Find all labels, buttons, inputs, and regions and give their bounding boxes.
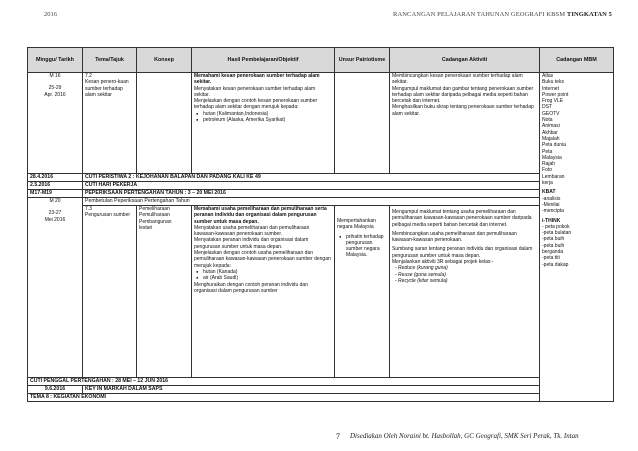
patriotism-cell [335,206,390,378]
topic-number: 7.2 [85,73,92,79]
patriotism-intro: Mempertahankan negara Malaysia [337,218,376,231]
mbm-item: Peta [542,148,553,155]
tema-text: TEMA 8 : KEGIATAN EKONOMI [28,394,540,402]
mbm-ithink-title: i-THINK [542,217,561,224]
header-title-text: RANCANGAN PELAJARAN TAHUNAN GEOGRAFI KBSM [393,11,566,18]
lesson-plan-table [27,47,614,402]
objective-title: Memahami kesan penerokaan sumber terhadap alam sekitar. [194,73,320,86]
week-number: M 16 [49,73,61,79]
col-activities: Cadangan Aktiviti [390,48,540,73]
table-row-cuti-penggal [28,378,614,386]
saps-date: 9.6.2016 [28,386,83,394]
mbm-item: kerja [542,180,553,187]
week-cell [28,73,83,174]
topic-text: Pengurusan sumber [85,212,131,219]
mbm-item: Animasi [542,123,560,130]
table-row-week16 [28,73,614,174]
activity-item: Sumbang saran tentang peranan individu dan organisasi dalam pengurusan sumber untuk masa depan. [392,246,533,259]
mbm-item: Internet [542,85,559,92]
objective-bullet: ● air (Arab Saudi) [194,275,332,281]
mbm-item: DST [542,104,552,111]
objective-cell [192,206,335,378]
activity-item: Membincangkan usaha pemeliharaan dan pemuliharaan kawasan-kawasan penerokaan. [392,230,517,244]
activity-3r-item: - Reduce (kurang guna) [395,265,448,272]
activities-cell [390,73,540,174]
mbm-item: Atlas [542,73,554,79]
activity-3r-item: - Recycle (kitar semula) [395,277,448,284]
col-patriotism: Unsur Patriotisme [335,48,390,73]
concept-cell [137,73,192,174]
cuti-text: CUTI HARI PEKERJA [83,182,540,190]
col-concept: Konsep [137,48,192,73]
exam-text: PEPERIKSAAN PERTENGAHAN TAHUN : 3 – 20 MEI 2016 [83,190,540,198]
mbm-item: GEOTV [542,110,560,117]
week-dates: 23-27 [48,210,62,217]
table-row-cuti-pekerja [28,182,614,190]
activity-item: Menghasilkan buku skrap tentang penerokaan sumber terhadap alam sekitar. [392,104,534,117]
exam-date: M17-M19 [28,190,83,198]
table-row-cuti-peristiwa [28,174,614,182]
mbm-item: Lembaran [542,173,565,180]
table-row-exam [28,190,614,198]
mbm-item: Frog VLE [542,98,564,105]
objective-line: Menghuraikan dengan contoh peranan individu dan organisasi dalam pengurusan sumber [194,281,308,294]
activity-item: Membincangkan kesan penerokaan sumber terhadap alam sekitar. [392,73,523,86]
table-row-tema [28,394,614,402]
activities-cell [390,206,540,378]
cuti-date: 28.4.2016 [28,174,83,182]
objective-bullet: ● hutan (Kanada) [194,269,332,275]
objective-line: Menyatakan peranan individu dan organisasi dalam pengurusan sumber untuk masa depan. [194,237,309,250]
objective-cell [192,73,335,174]
page-number: 7 [336,432,340,441]
concept-item: Pemuliharaan [139,212,170,219]
mbm-item: Buku teks [542,79,564,86]
mbm-item: Akhbar [542,129,558,136]
mbm-kbat-title: KBAT [542,189,556,196]
concept-item: Pembangunan [139,218,172,225]
col-mbm: Cadangan MBM [540,48,614,73]
activity-item: Mengumpul maklumat tentang usaha pemeliharaan dan pemuliharaan kawasan-kawasan penerokaan sumber daripada pelbagai media seperti bahan bercetak dan internet. [392,209,532,228]
header-title-form: TINGKATAN 5 [566,11,612,18]
mbm-kbat-item: -Menilai [542,201,560,208]
mbm-item: Malaysia [542,154,562,161]
topic-cell [83,206,137,378]
mbm-ithink-item: -peta buih [542,236,565,243]
mbm-ithink-item: berganda [542,249,564,256]
col-week: Minggu/ Tarikh [28,48,83,73]
header-year: 2016 [44,11,57,18]
cuti-text: CUTI PENGGAL PERTENGAHAN : 28 MEI – 12 JUN 2016 [28,378,540,386]
mbm-item: Majalah [542,135,560,142]
review-text: Pembetulan Peperiksaan Pertengahan Tahun [83,198,540,206]
objective-bullet: ● petroleum (Alaska, Amerika Syarikat) [194,117,332,123]
topic-number: 7.3 [85,206,92,212]
col-objective: Hasil Pembelajaran/Objektif [192,48,335,73]
concept-item: Pemeliharaan [139,206,170,212]
activity-item: Mengumpul maklumat dan gambar tentang penerokaan sumber terhadap alam sekitar daripada pelbagai media seperti bahan bercetak dan internet. [392,85,534,105]
table-row-saps [28,386,614,394]
mbm-kbat-item: -mencipta [542,208,564,215]
week-dates: 25-29 [48,85,62,92]
concept-cell [137,206,192,378]
mbm-cell [540,73,614,402]
mbm-item: Nota [542,117,553,124]
week-month: Apr. 2016 [44,91,66,98]
mbm-item: Rajah [542,161,556,168]
week-month: Mei 2016 [44,216,66,223]
objective-bullet: ● hutan (Kalimantan,Indonesia) [194,111,332,117]
topic-text: Kesan penero-kaan sumber terhadap alam sekitar [85,79,129,98]
objective-line: Menyatakan usaha pemeliharaan dan pemuliharaan kawasan-kawasan penerokaan sumber. [194,224,310,238]
week-cell [28,198,83,378]
mbm-ithink-item: -peta buih [542,242,565,249]
patriotism-cell [335,73,390,174]
concept-item: lestari [139,224,153,231]
mbm-item: Foto [542,167,553,174]
mbm-kbat-item: -analisis [542,195,561,202]
objective-line: Menyatakan kesan penerokaan sumber terhadap alam sekitar. [194,85,316,98]
week-number: M 20 [49,198,61,204]
mbm-ithink-item: -peta dakap [542,261,569,268]
objective-line: Menjelaskan dengan contoh usaha pemeliharaan dan pemuliharaan kawasan-kawasan penerokaan sumber dengan merujuk kepada: [194,250,331,269]
mbm-ithink-item: -peta titi [542,255,560,262]
table-row-review [28,198,614,206]
mbm-ithink-item: -peta bulatan [542,230,572,237]
cuti-text: CUTI PERISTIWA 2 : KEJOHANAN BALAPAN DAN PADANG KALI KE 49 [83,174,540,182]
table-row-week20 [28,206,614,378]
objective-line: Menjelaskan dengan contoh kesan penerokaan sumber terhadap alam sekitar dengan merujuk kepada: [194,98,318,111]
col-topic: Tema/Tajuk [83,48,137,73]
mbm-item: Peta dunia [542,142,566,149]
activity-3r-item: - Reuse (guna semula) [395,271,446,278]
header-title [393,11,612,18]
objective-title: Memahami usaha pemeliharaan dan pemuliharaan serta peranan individu dan organisasi dalam pengurusan sumber untuk masa depan. [194,206,327,225]
footer-credit: Disediakan Oleh Noraini bt. Hasbollah, GC Geografi, SMK Seri Perak, Tk. Intan [350,432,579,440]
mbm-ithink-item: - peta pokok [542,223,570,230]
activity-item: Menjalankan aktiviti 3R sebagai projek kelas:- [392,259,494,266]
patriotism-bullet: ● prihatin terhadap pengurusan sumber negara Malaysia. [337,234,387,259]
saps-text: KEY IN MARKAH DALAM SAPS [83,386,540,394]
table-header-row [28,48,614,73]
mbm-item: Power point [542,91,569,98]
cuti-date: 2.5.2016 [28,182,83,190]
topic-cell [83,73,137,174]
